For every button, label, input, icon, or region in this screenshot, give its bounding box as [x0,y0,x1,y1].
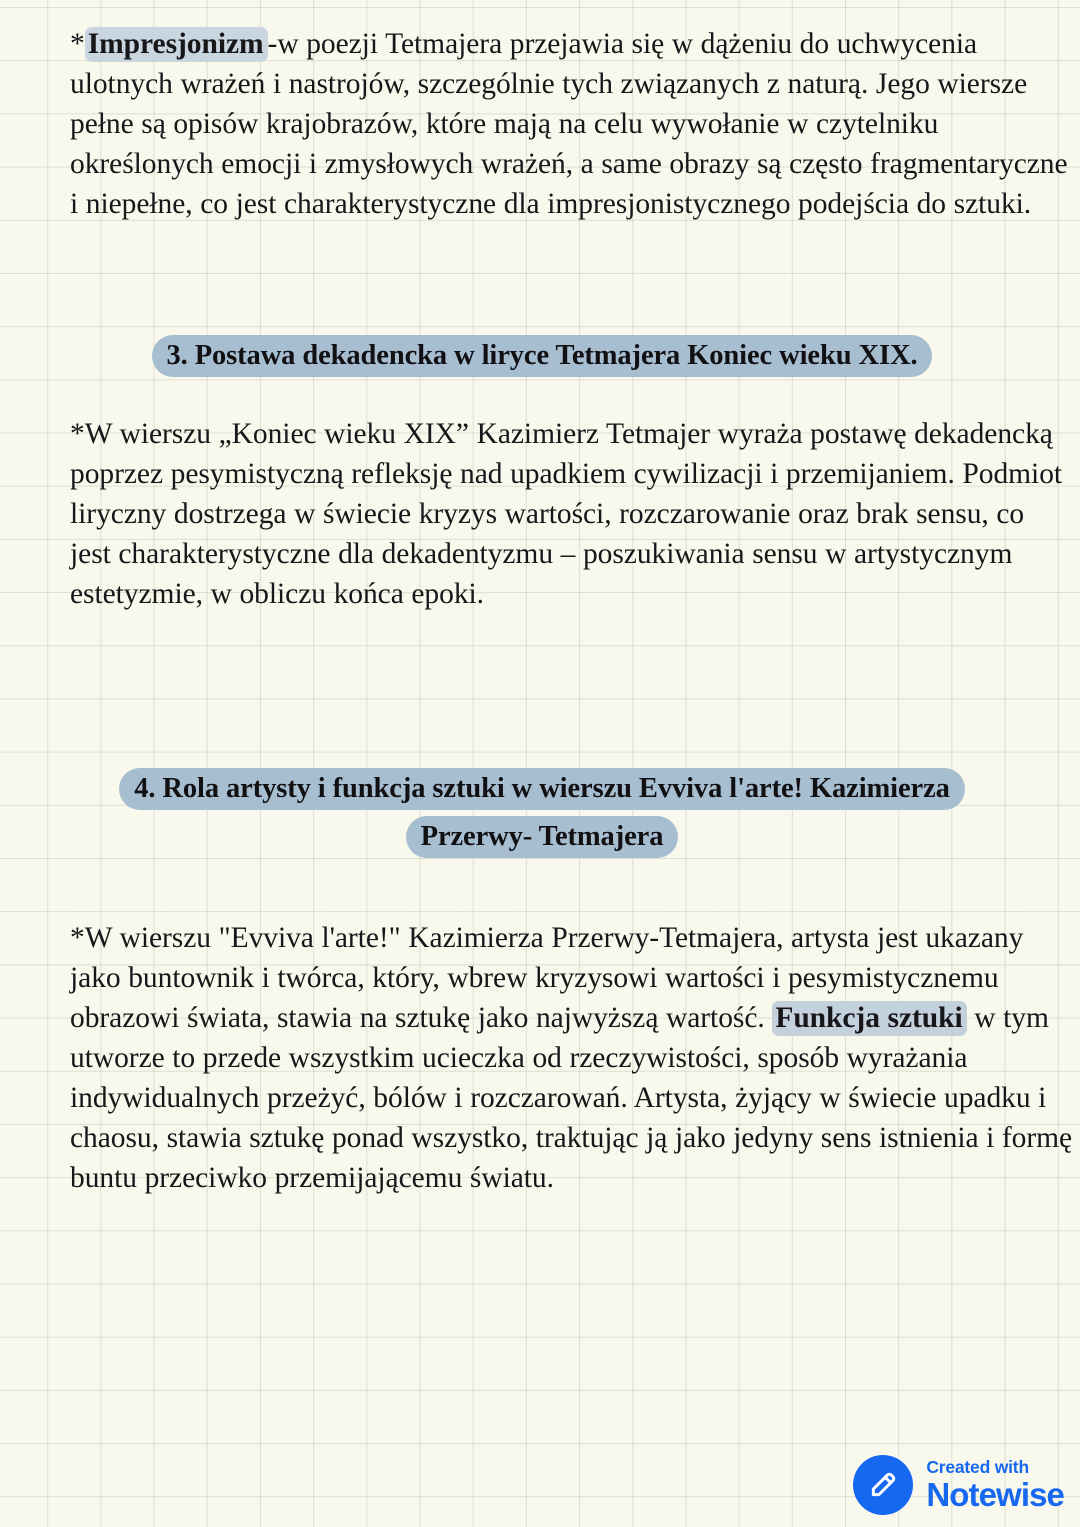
notewise-watermark [853,1455,1064,1515]
section-heading-4 [70,765,1014,861]
paragraph-koniec-wieku: *W wierszu „Koniec wieku XIX” Kazimierz Tetmajer wyraża postawę dekadencką poprzez pesymistyczną refleksję nad upadkiem cywilizacji i przemijaniem. Podmiot liryczny dostrzega w świecie kryzys wartości, rozczarowanie oraz brak sensu, co jest charakterystyczne dla dekadentyzmu – poszukiwania sensu w artystycznym estetyzmie, w obliczu końca epoki. [70,418,1063,610]
section-heading-4-line-2-wrap [70,813,1014,861]
paragraph-after-text: w tym utworze to przede wszystkim ucieczka od rzeczywistości, sposób wyrażania indywidualnych przeżyć, bólów i rozczarowań. Artysta, żyjący w świecie upadku i chaosu, stawia sztukę ponad wszystko, traktując ją jako jedyny sens istnienia i formę buntu przeciwko przemijającemu światu. [70,1002,1073,1194]
section-heading-4-line-1-wrap [70,765,1014,813]
highlight-term-funkcja-sztuki: Funkcja sztuki [772,1001,966,1036]
pencil-icon [853,1455,913,1515]
paragraph-before-text: *W wierszu "Evviva l'arte!" Kazimierza Przerwy-Tetmajera, artysta jest ukazany jako buntownik i twórca, który, wbrew kryzysowi wartości i pesymistycznemu obrazowi świata, stawia na sztukę jako najwyższą wartość. [70,922,1024,1034]
section-heading-3 [70,334,1014,378]
watermark-text [926,1456,1064,1514]
highlight-term-impresjonizm: Impresjonizm [85,27,268,62]
watermark-brand-name: Notewise [926,1476,1064,1514]
section-heading-4-line-2: Przerwy- Tetmajera [406,816,679,858]
section-heading-3-text: 3. Postawa dekadencka w liryce Tetmajera Koniec wieku XIX. [152,335,933,377]
paragraph-prefix-asterisk: * [70,28,85,60]
watermark-created-label: Created with [926,1456,1029,1477]
paragraph-body-text: -w poezji Tetmajera przejawia się w dążeniu do uchwycenia ulotnych wrażeń i nastrojów, szczególnie tych związanych z naturą. Jego wiersze pełne są opisów krajobrazów, które mają na celu wywołanie w czytelniku określonych emocji i zmysłowych wrażeń, a same obrazy są często fragmentaryczne i niepełne, co jest charakterystyczne dla impresjonistycznego podejścia do sztuki. [70,28,1068,220]
section-heading-4-line-1: 4. Rola artysty i funkcja sztuki w wierszu Evviva l'arte! Kazimierza [119,768,965,810]
paragraph-impresjonizm [70,24,1070,224]
paragraph-evviva-larte [70,918,1075,1198]
